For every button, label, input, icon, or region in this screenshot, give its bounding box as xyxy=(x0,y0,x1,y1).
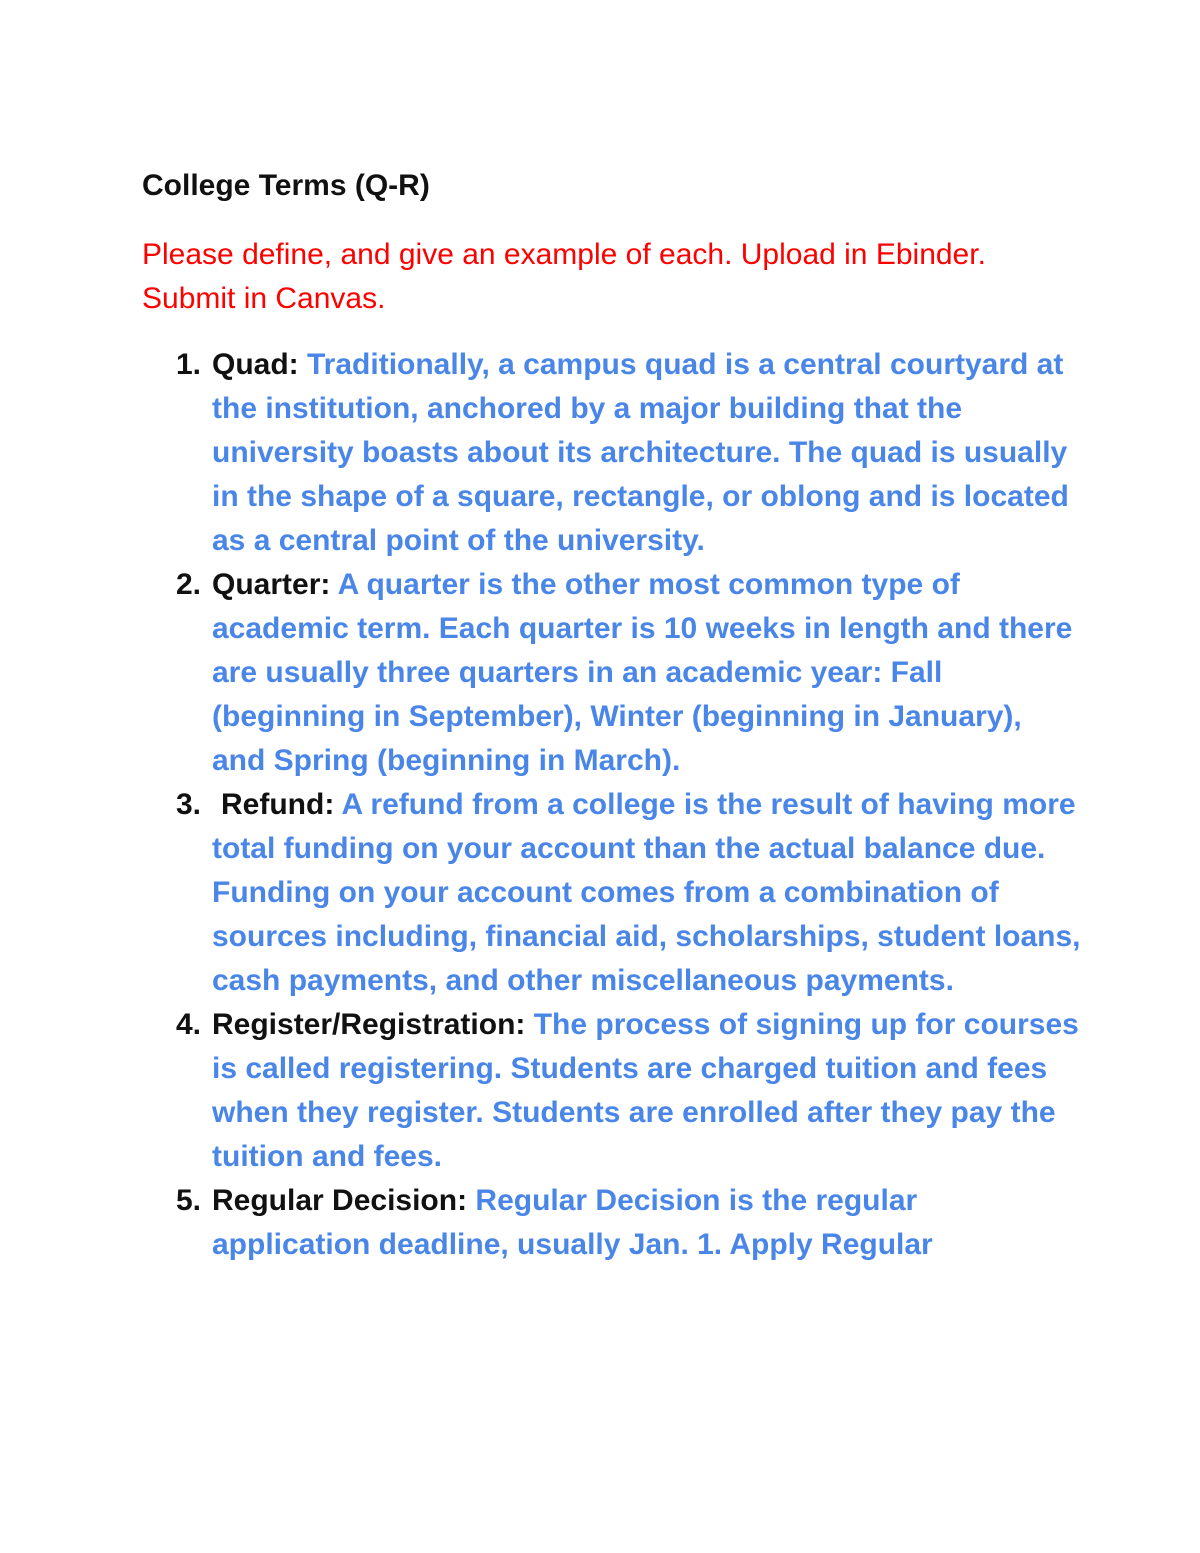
term-name: Refund: xyxy=(221,788,335,821)
term-item-regular-decision xyxy=(176,1179,1082,1267)
terms-list xyxy=(176,343,1082,1267)
term-item-refund xyxy=(176,783,1082,1003)
term-number: 5. xyxy=(176,1184,202,1217)
term-number: 3. xyxy=(176,788,202,821)
term-definition: A refund from a college is the result of having more total funding on your account than the actual balance due. Funding on your account comes from a combination of sources including, financial aid, scholarships, student loans, cash payments, and other miscellaneous payments. xyxy=(212,788,1081,997)
term-definition: A quarter is the other most common type of academic term. Each quarter is 10 weeks in length and there are usually three quarters in an academic year: Fall (beginning in September), Winter (beginning in January), and Spring (beginning in March). xyxy=(212,568,1073,777)
term-name: Register/Registration: xyxy=(212,1008,526,1041)
assignment-instructions: Please define, and give an example of each. Upload in Ebinder. Submit in Canvas. xyxy=(142,238,986,315)
term-name: Quad: xyxy=(212,348,299,381)
term-name: Quarter: xyxy=(212,568,331,601)
term-definition: Traditionally, a campus quad is a central courtyard at the institution, anchored by a major building that the university boasts about its architecture. The quad is usually in the shape of a square, rectangle, or oblong and is located as a central point of the university. xyxy=(212,348,1069,557)
term-item-registration xyxy=(176,1003,1082,1179)
term-number: 4. xyxy=(176,1008,202,1041)
term-number: 1. xyxy=(176,348,202,381)
term-number: 2. xyxy=(176,568,202,601)
term-item-quarter xyxy=(176,563,1082,783)
term-item-quad xyxy=(176,343,1082,563)
term-name: Regular Decision: xyxy=(212,1184,468,1217)
document-title: College Terms (Q-R) xyxy=(142,169,430,202)
term-definition: Regular Decision is the regular application deadline, usually Jan. 1. Apply Regular xyxy=(212,1184,933,1261)
term-definition: The process of signing up for courses is called registering. Students are charged tuition and fees when they register. Students are enrolled after they pay the tuition and fees. xyxy=(212,1008,1079,1173)
